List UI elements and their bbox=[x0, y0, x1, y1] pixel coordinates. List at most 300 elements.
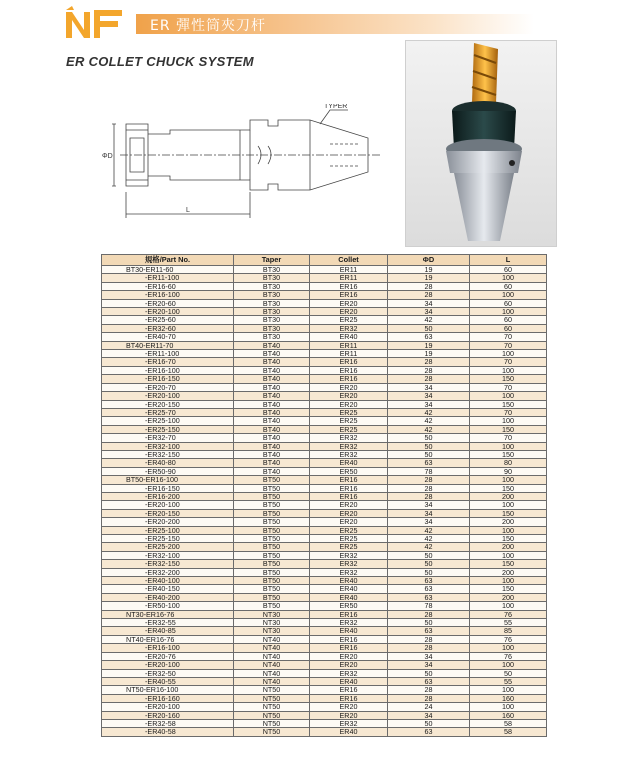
length-cell: 70 bbox=[470, 383, 547, 391]
brand-logo bbox=[64, 6, 124, 40]
collet-cell: ER20 bbox=[310, 661, 388, 669]
table-row bbox=[102, 509, 547, 517]
taper-cell: NT40 bbox=[234, 652, 310, 660]
diameter-cell: 50 bbox=[388, 669, 470, 677]
table-row bbox=[102, 694, 547, 702]
taper-cell: BT50 bbox=[234, 585, 310, 593]
taper-cell: BT30 bbox=[234, 299, 310, 307]
diameter-cell: 34 bbox=[388, 509, 470, 517]
length-cell: 160 bbox=[470, 711, 547, 719]
collet-cell: ER32 bbox=[310, 551, 388, 559]
taper-cell: BT50 bbox=[234, 568, 310, 576]
table-row bbox=[102, 333, 547, 341]
taper-cell: BT50 bbox=[234, 593, 310, 601]
taper-label: TYPER bbox=[324, 104, 348, 110]
length-cell: 150 bbox=[470, 484, 547, 492]
table-row bbox=[102, 610, 547, 618]
table-row bbox=[102, 316, 547, 324]
taper-cell: NT30 bbox=[234, 610, 310, 618]
part-no-cell: -ER20-76 bbox=[102, 652, 234, 660]
collet-cell: ER20 bbox=[310, 383, 388, 391]
part-no-cell: -ER40-70 bbox=[102, 333, 234, 341]
diameter-cell: 28 bbox=[388, 644, 470, 652]
length-cell: 200 bbox=[470, 593, 547, 601]
part-no-cell: -ER16-200 bbox=[102, 492, 234, 500]
collet-cell: ER16 bbox=[310, 694, 388, 702]
collet-cell: ER40 bbox=[310, 585, 388, 593]
taper-cell: BT40 bbox=[234, 400, 310, 408]
product-photo bbox=[405, 40, 557, 247]
diameter-cell: 63 bbox=[388, 627, 470, 635]
part-no-cell: -ER25-60 bbox=[102, 316, 234, 324]
part-no-cell: -ER40-100 bbox=[102, 577, 234, 585]
taper-cell: NT40 bbox=[234, 635, 310, 643]
table-row bbox=[102, 501, 547, 509]
table-row bbox=[102, 635, 547, 643]
length-cell: 76 bbox=[470, 635, 547, 643]
diameter-cell: 34 bbox=[388, 299, 470, 307]
taper-cell: NT50 bbox=[234, 728, 310, 736]
taper-cell: BT50 bbox=[234, 535, 310, 543]
length-cell: 150 bbox=[470, 509, 547, 517]
diameter-cell: 19 bbox=[388, 341, 470, 349]
collet-cell: ER20 bbox=[310, 518, 388, 526]
collet-cell: ER40 bbox=[310, 593, 388, 601]
length-cell: 100 bbox=[470, 577, 547, 585]
collet-cell: ER40 bbox=[310, 677, 388, 685]
table-row bbox=[102, 568, 547, 576]
part-no-cell: -ER32-100 bbox=[102, 551, 234, 559]
taper-cell: NT50 bbox=[234, 694, 310, 702]
diameter-cell: 28 bbox=[388, 694, 470, 702]
collet-cell: ER20 bbox=[310, 299, 388, 307]
collet-cell: ER25 bbox=[310, 526, 388, 534]
taper-cell: BT40 bbox=[234, 341, 310, 349]
taper-cell: BT40 bbox=[234, 375, 310, 383]
table-row bbox=[102, 551, 547, 559]
part-no-cell: NT50-ER16-100 bbox=[102, 686, 234, 694]
diameter-cell: 19 bbox=[388, 274, 470, 282]
taper-cell: NT50 bbox=[234, 711, 310, 719]
part-no-cell: -ER20-100 bbox=[102, 501, 234, 509]
collet-cell: ER32 bbox=[310, 669, 388, 677]
collet-cell: ER16 bbox=[310, 282, 388, 290]
part-no-cell: -ER25-150 bbox=[102, 425, 234, 433]
diameter-cell: 63 bbox=[388, 677, 470, 685]
collet-cell: ER16 bbox=[310, 610, 388, 618]
table-row bbox=[102, 585, 547, 593]
length-cell: 100 bbox=[470, 350, 547, 358]
length-cell: 200 bbox=[470, 492, 547, 500]
length-cell: 80 bbox=[470, 459, 547, 467]
length-cell: 85 bbox=[470, 627, 547, 635]
table-body bbox=[102, 266, 547, 737]
diameter-cell: 50 bbox=[388, 324, 470, 332]
taper-cell: BT40 bbox=[234, 408, 310, 416]
diameter-cell: 50 bbox=[388, 442, 470, 450]
collet-cell: ER25 bbox=[310, 543, 388, 551]
header-taper: Taper bbox=[234, 255, 310, 266]
diameter-cell: 28 bbox=[388, 476, 470, 484]
length-cell: 70 bbox=[470, 434, 547, 442]
part-no-cell: -ER32-60 bbox=[102, 324, 234, 332]
diameter-cell: 50 bbox=[388, 568, 470, 576]
part-no-cell: -ER20-200 bbox=[102, 518, 234, 526]
part-no-cell: -ER32-100 bbox=[102, 442, 234, 450]
collet-cell: ER32 bbox=[310, 568, 388, 576]
taper-cell: NT40 bbox=[234, 669, 310, 677]
taper-cell: BT40 bbox=[234, 417, 310, 425]
part-no-cell: NT40-ER16-76 bbox=[102, 635, 234, 643]
table-row bbox=[102, 677, 547, 685]
diameter-cell: 28 bbox=[388, 492, 470, 500]
table-row bbox=[102, 719, 547, 727]
part-no-cell: -ER40-55 bbox=[102, 677, 234, 685]
length-cell: 100 bbox=[470, 602, 547, 610]
length-cell: 100 bbox=[470, 308, 547, 316]
table-row bbox=[102, 358, 547, 366]
length-cell: 55 bbox=[470, 677, 547, 685]
part-no-cell: -ER20-60 bbox=[102, 299, 234, 307]
length-cell: 100 bbox=[470, 703, 547, 711]
length-cell: 100 bbox=[470, 366, 547, 374]
table-row bbox=[102, 484, 547, 492]
length-cell: 200 bbox=[470, 568, 547, 576]
diameter-cell: 28 bbox=[388, 366, 470, 374]
table-row bbox=[102, 308, 547, 316]
diameter-cell: 28 bbox=[388, 358, 470, 366]
part-no-cell: -ER20-150 bbox=[102, 509, 234, 517]
table-row bbox=[102, 274, 547, 282]
table-row bbox=[102, 341, 547, 349]
diameter-cell: 34 bbox=[388, 518, 470, 526]
diameter-cell: 28 bbox=[388, 375, 470, 383]
table-row bbox=[102, 400, 547, 408]
collet-cell: ER20 bbox=[310, 703, 388, 711]
table-row bbox=[102, 434, 547, 442]
taper-cell: NT50 bbox=[234, 719, 310, 727]
table-row bbox=[102, 383, 547, 391]
diameter-cell: 42 bbox=[388, 316, 470, 324]
part-no-cell: -ER16-100 bbox=[102, 366, 234, 374]
table-row bbox=[102, 291, 547, 299]
table-row bbox=[102, 417, 547, 425]
collet-cell: ER16 bbox=[310, 686, 388, 694]
length-cell: 60 bbox=[470, 299, 547, 307]
collet-cell: ER20 bbox=[310, 501, 388, 509]
length-cell: 55 bbox=[470, 619, 547, 627]
part-no-cell: -ER40-58 bbox=[102, 728, 234, 736]
table-row bbox=[102, 518, 547, 526]
part-no-cell: BT50-ER16-100 bbox=[102, 476, 234, 484]
table-row bbox=[102, 299, 547, 307]
table-row bbox=[102, 459, 547, 467]
collet-cell: ER11 bbox=[310, 341, 388, 349]
table-row bbox=[102, 593, 547, 601]
length-cell: 100 bbox=[470, 392, 547, 400]
part-no-cell: -ER20-160 bbox=[102, 711, 234, 719]
taper-cell: BT30 bbox=[234, 266, 310, 274]
diameter-cell: 28 bbox=[388, 484, 470, 492]
taper-cell: NT40 bbox=[234, 677, 310, 685]
taper-cell: NT50 bbox=[234, 686, 310, 694]
taper-cell: NT40 bbox=[234, 661, 310, 669]
taper-cell: BT40 bbox=[234, 425, 310, 433]
diameter-cell: 42 bbox=[388, 425, 470, 433]
taper-cell: BT50 bbox=[234, 526, 310, 534]
diameter-cell: 63 bbox=[388, 459, 470, 467]
diameter-cell: 34 bbox=[388, 501, 470, 509]
length-cell: 50 bbox=[470, 669, 547, 677]
length-cell: 150 bbox=[470, 375, 547, 383]
part-no-cell: -ER20-100 bbox=[102, 392, 234, 400]
collet-cell: ER25 bbox=[310, 425, 388, 433]
table-row bbox=[102, 366, 547, 374]
part-no-cell: -ER40-80 bbox=[102, 459, 234, 467]
diameter-cell: 63 bbox=[388, 577, 470, 585]
table-row bbox=[102, 442, 547, 450]
collet-cell: ER32 bbox=[310, 442, 388, 450]
collet-cell: ER20 bbox=[310, 652, 388, 660]
part-no-cell: BT40-ER11-70 bbox=[102, 341, 234, 349]
diameter-cell: 34 bbox=[388, 661, 470, 669]
diameter-cell: 28 bbox=[388, 610, 470, 618]
header-diameter: ΦD bbox=[388, 255, 470, 266]
taper-cell: BT30 bbox=[234, 274, 310, 282]
part-no-cell: -ER25-100 bbox=[102, 417, 234, 425]
collet-cell: ER16 bbox=[310, 644, 388, 652]
taper-cell: BT40 bbox=[234, 366, 310, 374]
collet-cell: ER20 bbox=[310, 711, 388, 719]
header-part-no: 規格/Part No. bbox=[102, 255, 234, 266]
taper-cell: BT30 bbox=[234, 324, 310, 332]
collet-chuck-drawing bbox=[100, 104, 390, 224]
diameter-cell: 63 bbox=[388, 593, 470, 601]
collet-cell: ER40 bbox=[310, 627, 388, 635]
diameter-cell: 63 bbox=[388, 585, 470, 593]
taper-cell: BT50 bbox=[234, 543, 310, 551]
length-cell: 150 bbox=[470, 400, 547, 408]
collet-cell: ER20 bbox=[310, 308, 388, 316]
specification-table bbox=[101, 254, 547, 737]
collet-cell: ER32 bbox=[310, 719, 388, 727]
length-cell: 58 bbox=[470, 728, 547, 736]
collet-cell: ER40 bbox=[310, 728, 388, 736]
taper-cell: BT30 bbox=[234, 308, 310, 316]
header-length: L bbox=[470, 255, 547, 266]
taper-cell: NT50 bbox=[234, 703, 310, 711]
collet-cell: ER40 bbox=[310, 333, 388, 341]
part-no-cell: BT30-ER11-60 bbox=[102, 266, 234, 274]
diameter-cell: 50 bbox=[388, 434, 470, 442]
collet-cell: ER50 bbox=[310, 467, 388, 475]
table-row bbox=[102, 669, 547, 677]
length-cell: 150 bbox=[470, 450, 547, 458]
taper-cell: BT40 bbox=[234, 450, 310, 458]
collet-cell: ER16 bbox=[310, 484, 388, 492]
part-no-cell: -ER11-100 bbox=[102, 350, 234, 358]
collet-cell: ER40 bbox=[310, 577, 388, 585]
table-row bbox=[102, 450, 547, 458]
length-cell: 100 bbox=[470, 644, 547, 652]
table-row bbox=[102, 602, 547, 610]
diameter-cell: 34 bbox=[388, 400, 470, 408]
diameter-cell: 50 bbox=[388, 560, 470, 568]
part-no-cell: -ER20-70 bbox=[102, 383, 234, 391]
taper-cell: BT40 bbox=[234, 434, 310, 442]
taper-cell: BT30 bbox=[234, 282, 310, 290]
taper-cell: BT50 bbox=[234, 518, 310, 526]
table-row bbox=[102, 492, 547, 500]
length-cell: 76 bbox=[470, 610, 547, 618]
table-row bbox=[102, 350, 547, 358]
part-no-cell: -ER20-100 bbox=[102, 308, 234, 316]
collet-cell: ER16 bbox=[310, 635, 388, 643]
diameter-cell: 28 bbox=[388, 291, 470, 299]
part-no-cell: -ER40-85 bbox=[102, 627, 234, 635]
table-row bbox=[102, 711, 547, 719]
diameter-cell: 78 bbox=[388, 467, 470, 475]
diameter-cell: 78 bbox=[388, 602, 470, 610]
length-cell: 100 bbox=[470, 661, 547, 669]
title-banner bbox=[136, 14, 534, 34]
taper-cell: BT50 bbox=[234, 602, 310, 610]
length-cell: 100 bbox=[470, 417, 547, 425]
table-row bbox=[102, 652, 547, 660]
table-header-row bbox=[102, 255, 547, 266]
collet-cell: ER25 bbox=[310, 535, 388, 543]
length-cell: 150 bbox=[470, 560, 547, 568]
table-row bbox=[102, 560, 547, 568]
length-cell: 100 bbox=[470, 526, 547, 534]
taper-cell: BT40 bbox=[234, 467, 310, 475]
part-no-cell: -ER40-200 bbox=[102, 593, 234, 601]
taper-cell: BT50 bbox=[234, 509, 310, 517]
length-cell: 150 bbox=[470, 585, 547, 593]
taper-cell: BT50 bbox=[234, 476, 310, 484]
length-cell: 58 bbox=[470, 719, 547, 727]
diameter-cell: 63 bbox=[388, 728, 470, 736]
part-no-cell: -ER32-50 bbox=[102, 669, 234, 677]
collet-cell: ER20 bbox=[310, 509, 388, 517]
length-cell: 60 bbox=[470, 282, 547, 290]
collet-cell: ER20 bbox=[310, 400, 388, 408]
collet-cell: ER11 bbox=[310, 350, 388, 358]
taper-cell: BT50 bbox=[234, 501, 310, 509]
taper-cell: BT50 bbox=[234, 492, 310, 500]
table-row bbox=[102, 266, 547, 274]
page-title: ER 彈性筒夾刀杆 bbox=[150, 18, 267, 34]
table-row bbox=[102, 476, 547, 484]
part-no-cell: NT30-ER16-76 bbox=[102, 610, 234, 618]
diameter-cell: 50 bbox=[388, 551, 470, 559]
collet-cell: ER25 bbox=[310, 316, 388, 324]
taper-cell: BT40 bbox=[234, 392, 310, 400]
collet-cell: ER25 bbox=[310, 417, 388, 425]
collet-cell: ER32 bbox=[310, 324, 388, 332]
part-no-cell: -ER20-150 bbox=[102, 400, 234, 408]
part-no-cell: -ER32-55 bbox=[102, 619, 234, 627]
table-row bbox=[102, 535, 547, 543]
collet-cell: ER16 bbox=[310, 291, 388, 299]
collet-cell: ER16 bbox=[310, 375, 388, 383]
diameter-cell: 42 bbox=[388, 417, 470, 425]
table-row bbox=[102, 661, 547, 669]
diameter-cell: 63 bbox=[388, 333, 470, 341]
diameter-cell: 34 bbox=[388, 308, 470, 316]
part-no-cell: -ER20-100 bbox=[102, 661, 234, 669]
part-no-cell: -ER50-100 bbox=[102, 602, 234, 610]
table-row bbox=[102, 392, 547, 400]
diameter-cell: 42 bbox=[388, 408, 470, 416]
table-row bbox=[102, 375, 547, 383]
length-cell: 150 bbox=[470, 425, 547, 433]
taper-cell: BT30 bbox=[234, 291, 310, 299]
taper-cell: BT40 bbox=[234, 459, 310, 467]
diameter-label: ΦD bbox=[102, 153, 113, 160]
part-no-cell: -ER25-200 bbox=[102, 543, 234, 551]
diameter-cell: 19 bbox=[388, 266, 470, 274]
diameter-cell: 42 bbox=[388, 535, 470, 543]
collet-cell: ER32 bbox=[310, 434, 388, 442]
diameter-cell: 42 bbox=[388, 526, 470, 534]
length-cell: 70 bbox=[470, 408, 547, 416]
taper-cell: BT40 bbox=[234, 442, 310, 450]
length-cell: 60 bbox=[470, 324, 547, 332]
length-cell: 100 bbox=[470, 291, 547, 299]
part-no-cell: -ER16-100 bbox=[102, 644, 234, 652]
table-row bbox=[102, 467, 547, 475]
taper-cell: NT30 bbox=[234, 619, 310, 627]
diameter-cell: 19 bbox=[388, 350, 470, 358]
diameter-cell: 28 bbox=[388, 635, 470, 643]
table-row bbox=[102, 644, 547, 652]
part-no-cell: -ER40-150 bbox=[102, 585, 234, 593]
taper-cell: BT30 bbox=[234, 333, 310, 341]
part-no-cell: -ER25-100 bbox=[102, 526, 234, 534]
taper-cell: BT50 bbox=[234, 560, 310, 568]
table-row bbox=[102, 282, 547, 290]
header-collet: Collet bbox=[310, 255, 388, 266]
length-cell: 70 bbox=[470, 341, 547, 349]
length-cell: 200 bbox=[470, 543, 547, 551]
diameter-cell: 34 bbox=[388, 711, 470, 719]
part-no-cell: -ER32-150 bbox=[102, 450, 234, 458]
part-no-cell: -ER16-160 bbox=[102, 694, 234, 702]
diameter-cell: 28 bbox=[388, 686, 470, 694]
table-row bbox=[102, 728, 547, 736]
diameter-cell: 24 bbox=[388, 703, 470, 711]
length-cell: 60 bbox=[470, 266, 547, 274]
collet-cell: ER32 bbox=[310, 619, 388, 627]
part-no-cell: -ER16-150 bbox=[102, 375, 234, 383]
taper-cell: BT40 bbox=[234, 350, 310, 358]
part-no-cell: -ER11-100 bbox=[102, 274, 234, 282]
length-cell: 60 bbox=[470, 316, 547, 324]
part-no-cell: -ER32-150 bbox=[102, 560, 234, 568]
length-cell: 100 bbox=[470, 686, 547, 694]
part-no-cell: -ER32-70 bbox=[102, 434, 234, 442]
diameter-cell: 42 bbox=[388, 543, 470, 551]
part-no-cell: -ER16-70 bbox=[102, 358, 234, 366]
table-row bbox=[102, 324, 547, 332]
diameter-cell: 50 bbox=[388, 719, 470, 727]
length-cell: 100 bbox=[470, 442, 547, 450]
taper-cell: BT40 bbox=[234, 358, 310, 366]
part-no-cell: -ER25-150 bbox=[102, 535, 234, 543]
table-row bbox=[102, 619, 547, 627]
length-cell: 100 bbox=[470, 501, 547, 509]
